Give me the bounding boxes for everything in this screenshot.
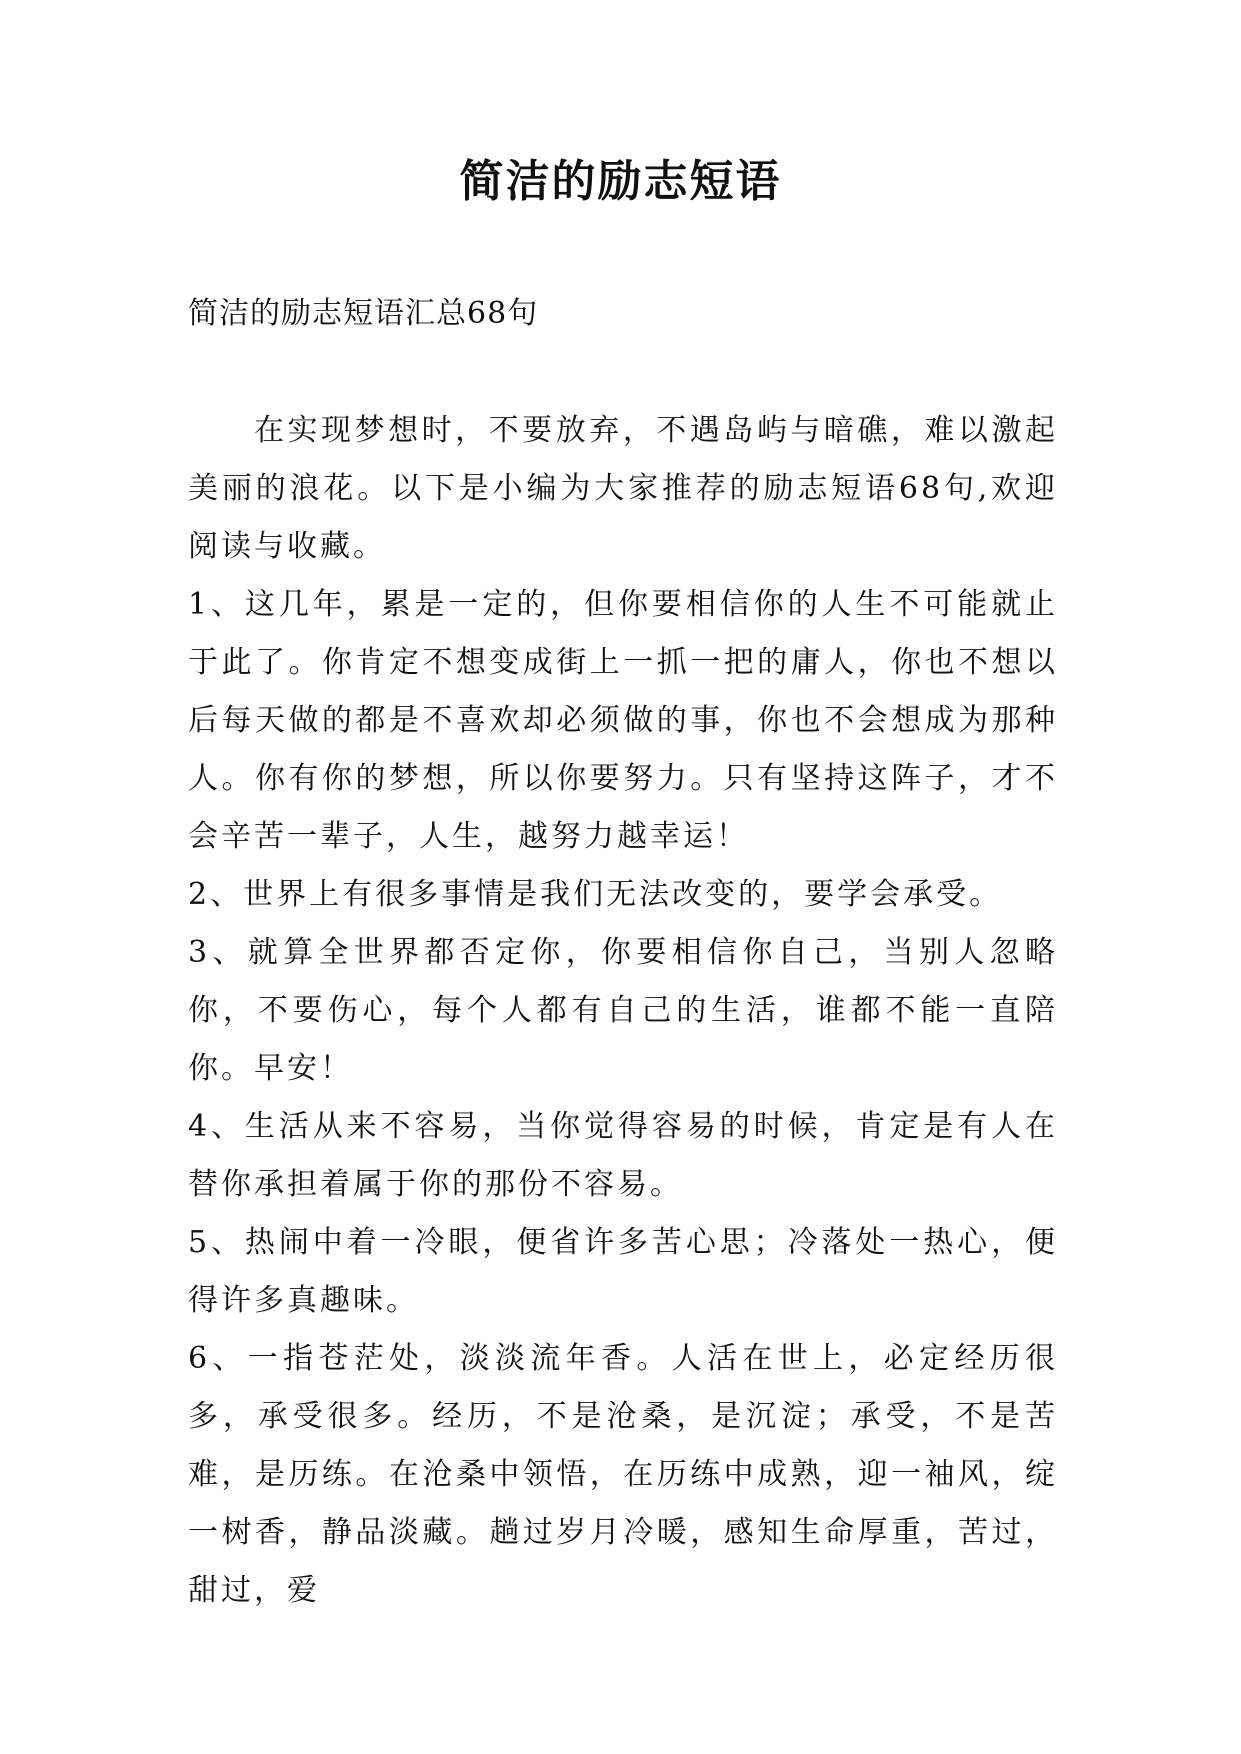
- list-item: 3、就算全世界都否定你，你要相信你自己，当别人忽略你，不要伤心，每个人都有自己的生活，谁都不能一直陪你。早安！: [188, 935, 1058, 1086]
- intro-paragraph: 在实现梦想时，不要放弃，不遇岛屿与暗礁，难以激起美丽的浪花。以下是小编为大家推荐的励志短语68句,欢迎阅读与收藏。: [188, 413, 1058, 564]
- list-item: 1、这几年，累是一定的，但你要相信你的人生不可能就止于此了。你肯定不想变成街上一抓一把的庸人，你也不想以后每天做的都是不喜欢却必须做的事，你也不会想成为那种人。你有你的梦想，所以你要努力。只有坚持这阵子，才不会辛苦一辈子，人生，越努力越幸运！: [188, 587, 1058, 854]
- list-item: 5、热闹中着一冷眼，便省许多苦心思；冷落处一热心，便得许多真趣味。: [188, 1225, 1058, 1318]
- document-body: [188, 402, 1058, 1620]
- list-item: 2、世界上有很多事情是我们无法改变的，要学会承受。: [188, 877, 1003, 912]
- document-subtitle: 简洁的励志短语汇总68句: [188, 296, 539, 331]
- list-item: 6、一指苍茫处，淡淡流年香。人活在世上，必定经历很多，承受很多。经历，不是沧桑，是沉淀；承受，不是苦难，是历练。在沧桑中领悟，在历练中成熟，迎一袖风，绽一树香，静品淡藏。趟过岁月冷暖，感知生命厚重，苦过，甜过，爱: [188, 1341, 1058, 1608]
- document-title: 简洁的励志短语: [459, 156, 782, 207]
- list-item: 4、生活从来不容易，当你觉得容易的时候，肯定是有人在替你承担着属于你的那份不容易。: [188, 1109, 1058, 1202]
